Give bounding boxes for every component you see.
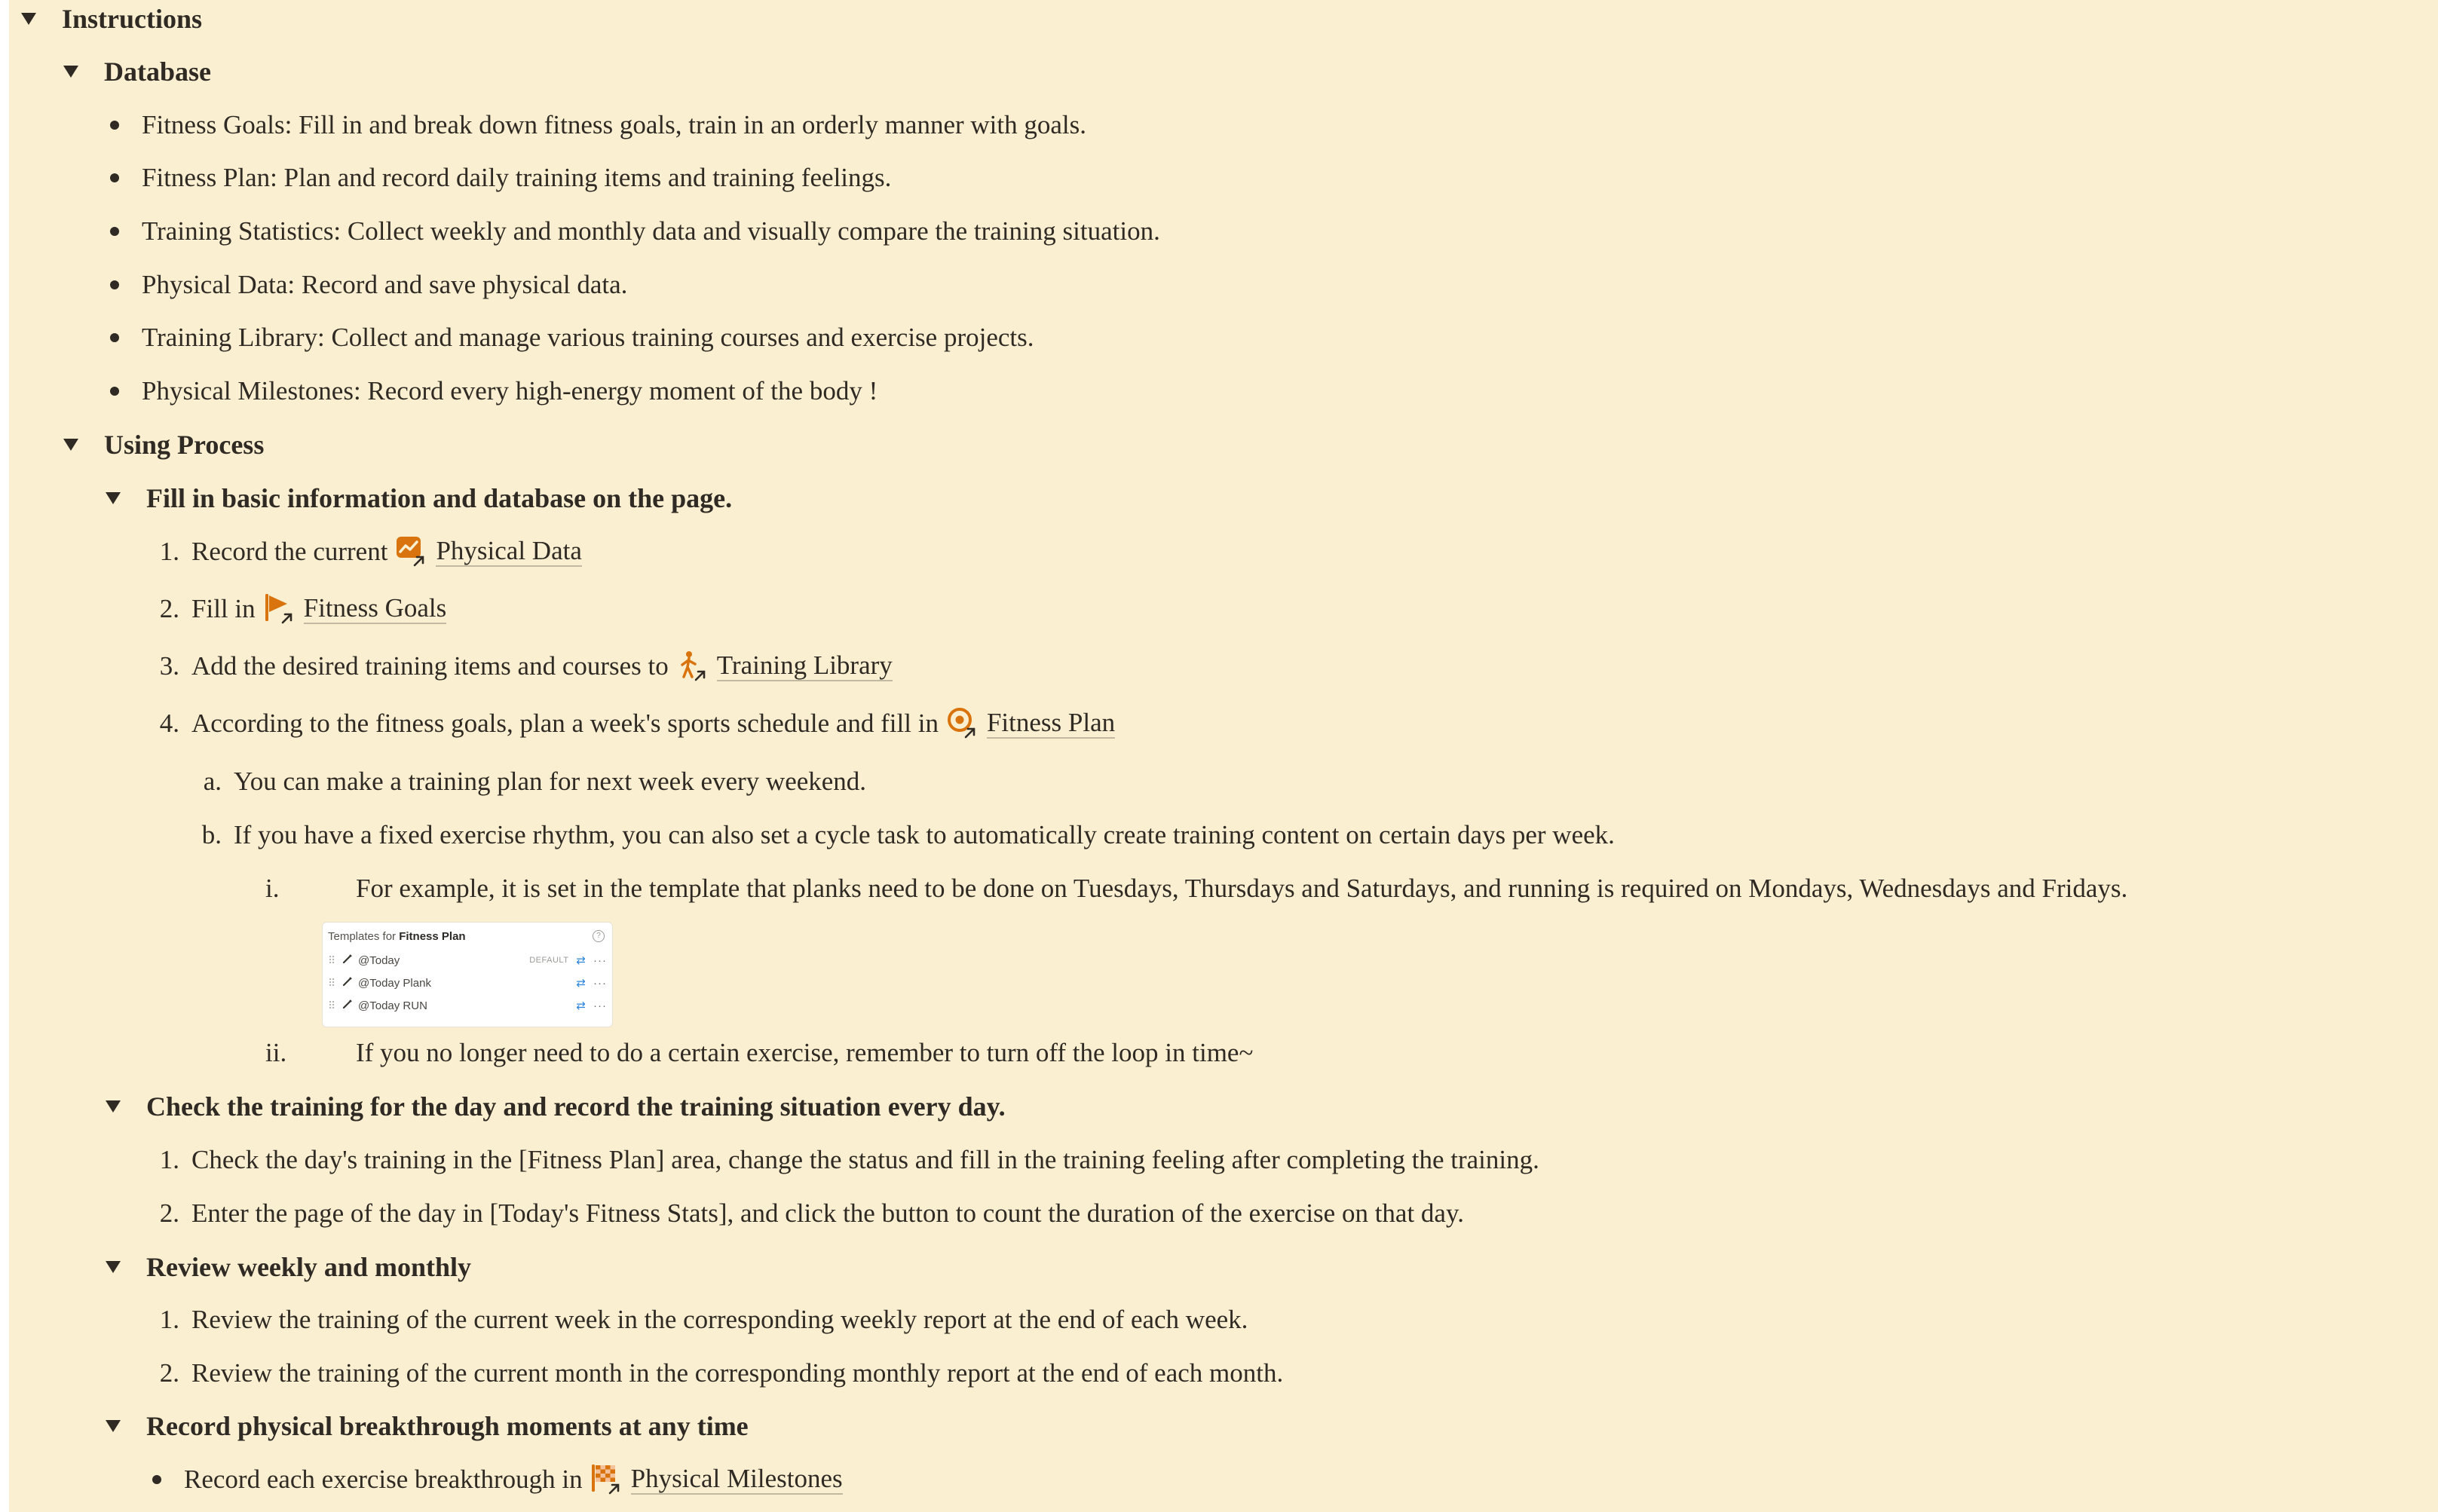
checkered-flag-icon[interactable] xyxy=(590,1463,623,1496)
list-item xyxy=(179,760,866,803)
template-name: @Today Plank xyxy=(358,976,431,990)
toggle-arrow-icon[interactable] xyxy=(103,488,124,509)
list-number: 1. xyxy=(159,1305,179,1334)
templates-title-prefix: Templates for xyxy=(328,930,397,943)
pen-icon xyxy=(342,975,358,990)
list-item-text: If you have a fixed exercise rhythm, you can also set a cycle task to automatically create training content on certain days per week. xyxy=(234,820,1615,849)
toggle-arrow-icon[interactable] xyxy=(103,1096,124,1117)
pen-icon xyxy=(342,953,358,968)
template-row[interactable] xyxy=(328,972,607,993)
drag-handle-icon[interactable]: ⠿ xyxy=(328,999,335,1012)
list-item-text: Check the day's training in the [Fitness Plan] area, change the status and fill in the training feeling after completing the training. xyxy=(191,1145,1539,1174)
link-training-library[interactable]: Training Library xyxy=(717,651,893,682)
repeat-icon[interactable]: ⇄ xyxy=(576,977,586,990)
list-item xyxy=(137,1298,1248,1342)
list-item xyxy=(152,1458,843,1501)
bullet xyxy=(110,333,119,342)
toggle-using-process[interactable] xyxy=(60,423,264,467)
list-item-text: Review the training of the current week in the corresponding weekly report at the end of each week. xyxy=(191,1305,1248,1334)
list-item-text: Fitness Goals: Fill in and break down fitness goals, train in an orderly manner with goals. xyxy=(142,110,1086,139)
list-item xyxy=(137,644,893,688)
toggle-fill-in[interactable] xyxy=(103,476,732,520)
record-heading: Record physical breakthrough moments at any time xyxy=(146,1411,749,1441)
walking-person-icon[interactable] xyxy=(676,650,709,683)
templates-screenshot xyxy=(322,922,613,1027)
drag-handle-icon[interactable]: ⠿ xyxy=(328,976,335,989)
toggle-instructions[interactable] xyxy=(18,0,202,41)
list-item xyxy=(137,1192,1464,1235)
fill-in-heading: Fill in basic information and database on the page. xyxy=(146,483,733,513)
using-process-heading: Using Process xyxy=(104,430,265,460)
check-heading: Check the training for the day and record the training situation every day. xyxy=(146,1091,1006,1122)
link-fitness-goals[interactable]: Fitness Goals xyxy=(304,594,447,625)
toggle-arrow-icon[interactable] xyxy=(18,8,39,29)
pen-icon xyxy=(342,998,358,1013)
more-icon[interactable]: ··· xyxy=(593,999,607,1012)
bullet xyxy=(152,1475,161,1484)
list-item xyxy=(179,813,1615,857)
link-physical-data[interactable]: Physical Data xyxy=(436,537,581,568)
database-heading: Database xyxy=(104,57,211,87)
list-item-text: Physical Milestones: Record every high-energy moment of the body ! xyxy=(142,376,878,406)
list-number: 2. xyxy=(159,594,179,623)
link-fitness-plan[interactable]: Fitness Plan xyxy=(987,709,1115,739)
instructions-heading: Instructions xyxy=(62,4,203,34)
bullet xyxy=(110,173,119,182)
more-icon[interactable]: ··· xyxy=(593,976,607,990)
toggle-arrow-icon[interactable] xyxy=(103,1416,124,1437)
chart-icon[interactable] xyxy=(395,535,428,568)
list-item xyxy=(137,1138,1539,1182)
toggle-arrow-icon[interactable] xyxy=(103,1256,124,1278)
list-item-text: You can make a training plan for next week every weekend. xyxy=(234,767,867,796)
list-item xyxy=(110,156,891,200)
list-item-text: According to the fitness goals, plan a week's sports schedule and fill in xyxy=(191,709,939,738)
list-item-text: Record the current xyxy=(191,537,388,566)
toggle-database[interactable] xyxy=(60,50,211,93)
toggle-arrow-icon[interactable] xyxy=(60,434,81,455)
list-item-text: Enter the page of the day in [Today's Fitness Stats], and click the button to count the duration of the exercise on that day. xyxy=(191,1198,1464,1228)
target-icon[interactable] xyxy=(946,707,979,740)
list-item-text: Record each exercise breakthrough in xyxy=(184,1465,583,1494)
toggle-record[interactable] xyxy=(103,1404,749,1448)
toggle-review[interactable] xyxy=(103,1245,471,1289)
list-letter: a. xyxy=(203,767,222,796)
list-number: 2. xyxy=(159,1198,179,1228)
template-name: @Today RUN xyxy=(358,999,427,1012)
template-row[interactable] xyxy=(328,995,607,1016)
list-item xyxy=(265,867,2127,911)
list-item xyxy=(110,210,1160,253)
review-heading: Review weekly and monthly xyxy=(146,1252,471,1282)
more-icon[interactable]: ··· xyxy=(593,953,607,967)
flag-icon[interactable] xyxy=(263,592,296,626)
bullet xyxy=(110,121,119,130)
repeat-icon[interactable]: ⇄ xyxy=(576,954,586,967)
list-item xyxy=(110,316,1034,360)
list-number: 3. xyxy=(159,651,179,681)
list-item-text: Training Statistics: Collect weekly and monthly data and visually compare the training situation. xyxy=(142,216,1160,246)
list-number: 2. xyxy=(159,1358,179,1388)
repeat-icon[interactable]: ⇄ xyxy=(576,999,586,1012)
drag-handle-icon[interactable]: ⠿ xyxy=(328,953,335,966)
toggle-arrow-icon[interactable] xyxy=(60,61,81,82)
list-number: 1. xyxy=(159,537,179,566)
templates-title xyxy=(328,930,466,943)
list-item-text: Fill in xyxy=(191,594,256,623)
list-letter: b. xyxy=(201,820,222,849)
list-number: 1. xyxy=(159,1145,179,1174)
bullet xyxy=(110,280,119,289)
list-item-text: Review the training of the current month in the corresponding monthly report at the end of each month. xyxy=(191,1358,1284,1388)
list-item-text: For example, it is set in the template that planks need to be done on Tuesdays, Thursdays and Saturdays, and running is required on Mondays, Wednesdays and Fridays. xyxy=(356,874,2128,903)
list-item-text: Add the desired training items and courses to xyxy=(191,651,669,681)
template-name: @Today xyxy=(358,953,400,967)
templates-title-db: Fitness Plan xyxy=(399,930,466,943)
list-item xyxy=(137,587,446,631)
bullet xyxy=(110,387,119,396)
list-item-text: Physical Data: Record and save physical data. xyxy=(142,270,628,299)
list-item xyxy=(110,263,627,307)
list-roman: ii. xyxy=(265,1038,287,1067)
template-row[interactable] xyxy=(328,950,607,971)
list-number: 4. xyxy=(159,709,179,738)
list-item xyxy=(110,369,877,413)
link-physical-milestones[interactable]: Physical Milestones xyxy=(631,1465,843,1495)
toggle-check-training[interactable] xyxy=(103,1085,1006,1128)
list-item-text: If you no longer need to do a certain exercise, remember to turn off the loop in time~ xyxy=(356,1038,1254,1067)
list-item xyxy=(137,1351,1283,1395)
list-item xyxy=(137,702,1115,745)
help-icon[interactable]: ? xyxy=(593,930,605,942)
list-roman: i. xyxy=(265,874,280,903)
list-item xyxy=(137,530,582,574)
notion-page xyxy=(9,0,2438,1512)
list-item xyxy=(110,103,1086,147)
list-item-text: Training Library: Collect and manage various training courses and exercise projects. xyxy=(142,323,1034,352)
default-badge: DEFAULT xyxy=(529,956,569,965)
bullet xyxy=(110,227,119,236)
list-item-text: Fitness Plan: Plan and record daily training items and training feelings. xyxy=(142,163,892,192)
list-item xyxy=(265,1031,1253,1075)
